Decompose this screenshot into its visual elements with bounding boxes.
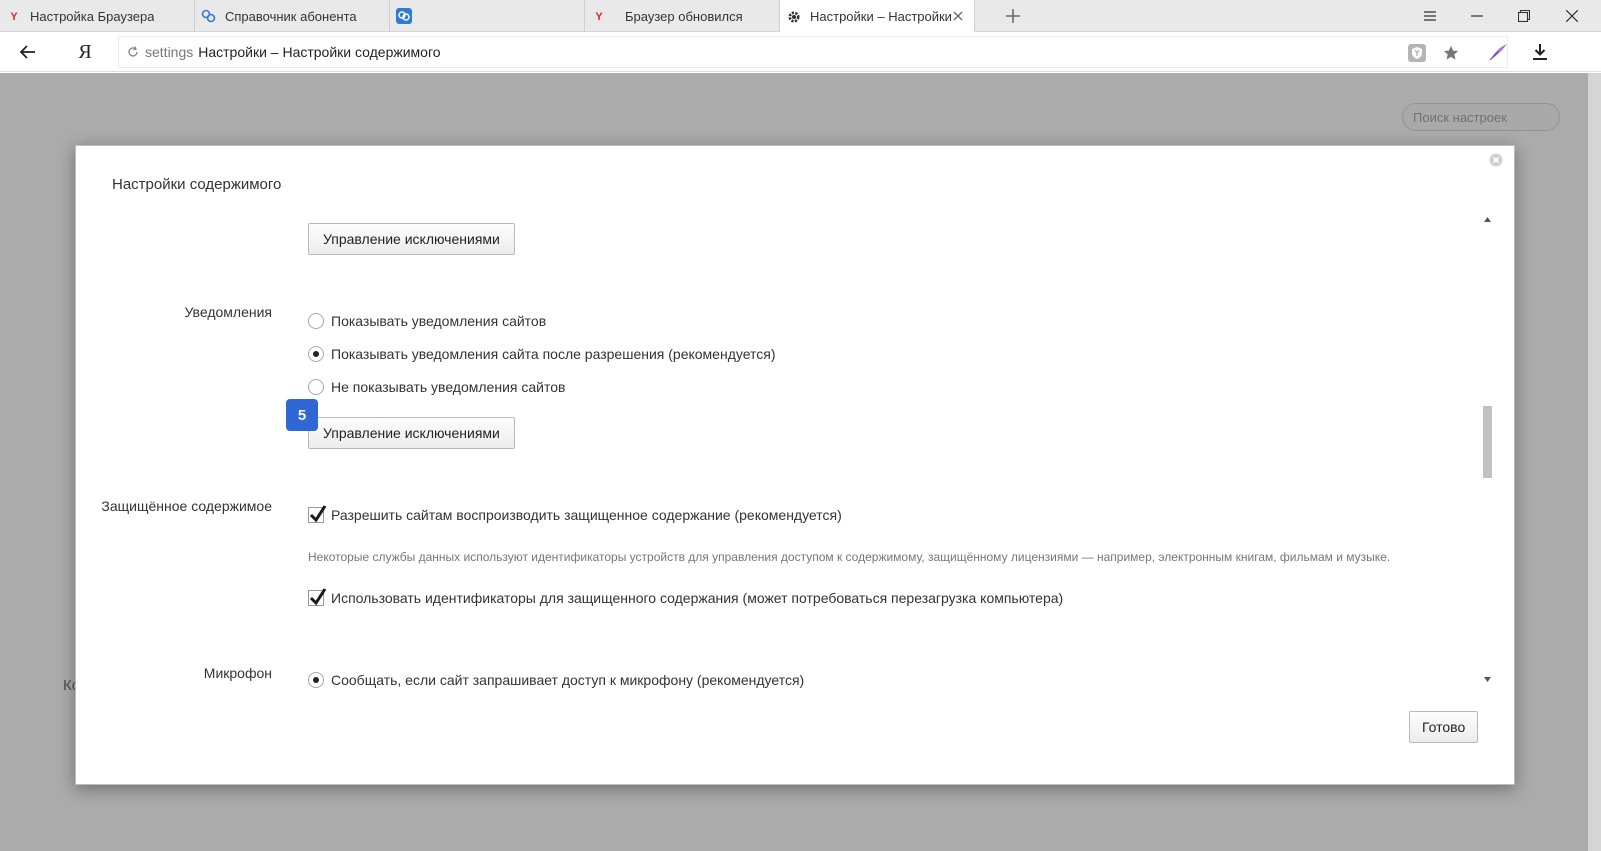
tab-app[interactable] bbox=[390, 0, 585, 32]
close-window-icon[interactable] bbox=[1560, 4, 1584, 28]
microphone-option-ask[interactable] bbox=[308, 670, 804, 690]
yandex-browser-icon bbox=[6, 8, 22, 24]
option-label: Не показывать уведомления сайтов bbox=[331, 379, 566, 395]
checkbox[interactable] bbox=[308, 590, 324, 606]
done-button[interactable]: Готово bbox=[1409, 711, 1478, 743]
checkbox[interactable] bbox=[308, 507, 324, 523]
scroll-up-arrow-icon[interactable] bbox=[1483, 214, 1492, 224]
yandex-home-button[interactable]: Я bbox=[78, 40, 92, 63]
dialog-title: Настройки содержимого bbox=[112, 176, 282, 193]
protected-content-allow-option[interactable] bbox=[308, 505, 842, 525]
step-badge: 5 bbox=[286, 399, 318, 431]
restore-icon[interactable] bbox=[1512, 4, 1536, 28]
yandex-browser-icon bbox=[591, 8, 607, 24]
notifications-option-show[interactable] bbox=[308, 311, 546, 331]
address-prefix: settings bbox=[145, 44, 194, 60]
manage-exceptions-button[interactable]: Управление исключениями bbox=[308, 223, 515, 255]
option-label: Сообщать, если сайт запрашивает доступ к микрофону (рекомендуется) bbox=[331, 672, 805, 688]
svg-text:Y: Y bbox=[10, 11, 18, 23]
checkmark-icon bbox=[309, 587, 327, 607]
option-label: Показывать уведомления сайтов bbox=[331, 313, 547, 329]
app-icon bbox=[396, 8, 412, 24]
dialog-scrollbar[interactable] bbox=[1481, 214, 1493, 686]
protected-content-identifiers-option[interactable] bbox=[308, 588, 1063, 608]
tab-label: Настройка Браузера bbox=[30, 8, 155, 24]
notifications-label: Уведомления bbox=[184, 304, 272, 320]
download-icon[interactable] bbox=[1526, 38, 1554, 66]
notifications-option-after-permission[interactable] bbox=[308, 344, 776, 364]
scroll-down-arrow-icon[interactable] bbox=[1483, 674, 1492, 684]
address-bar[interactable] bbox=[118, 36, 1508, 68]
tab-subscriber-guide[interactable] bbox=[195, 0, 390, 32]
tab-label: Настройки – Настройки bbox=[810, 9, 952, 24]
star-icon[interactable] bbox=[1441, 43, 1461, 63]
page-scrollbar[interactable] bbox=[1588, 73, 1601, 851]
navigation-bar bbox=[0, 32, 1601, 72]
option-label: Использовать идентификаторы для защищенного содержания (может потребоваться перезагрузка компьютера) bbox=[331, 590, 1064, 606]
notifications-manage-exceptions-button[interactable]: Управление исключениями bbox=[308, 417, 515, 449]
reload-icon[interactable] bbox=[125, 44, 141, 60]
address-title: Настройки – Настройки содержимого bbox=[198, 44, 441, 60]
tab-strip bbox=[0, 0, 1601, 32]
tab-label: Справочник абонента bbox=[225, 8, 357, 24]
scroll-thumb[interactable] bbox=[1483, 406, 1492, 478]
radio-button[interactable] bbox=[308, 313, 324, 329]
microphone-label: Микрофон bbox=[203, 665, 272, 681]
option-label: Разрешить сайтам воспроизводить защищенное содержание (рекомендуется) bbox=[331, 507, 842, 523]
menu-icon[interactable] bbox=[1418, 4, 1442, 28]
close-dialog-icon[interactable] bbox=[1488, 152, 1504, 168]
notifications-option-hide[interactable] bbox=[308, 377, 565, 397]
tab-settings[interactable] bbox=[780, 0, 975, 33]
content-settings-dialog bbox=[75, 145, 1515, 785]
minimize-icon[interactable] bbox=[1465, 4, 1489, 28]
protect-shield-icon[interactable] bbox=[1407, 43, 1427, 63]
svg-text:Y: Y bbox=[595, 11, 603, 23]
link-icon bbox=[201, 8, 217, 24]
new-tab-button[interactable] bbox=[1003, 6, 1023, 26]
close-tab-icon[interactable] bbox=[950, 8, 966, 24]
radio-button[interactable] bbox=[308, 379, 324, 395]
back-arrow-icon[interactable] bbox=[14, 38, 42, 66]
gear-icon bbox=[786, 9, 802, 25]
dialog-scroll-content bbox=[76, 214, 1501, 698]
tab-browser-setup[interactable] bbox=[0, 0, 195, 32]
tab-label: Браузер обновился bbox=[625, 8, 743, 24]
protected-content-label: Защищённое содержимое bbox=[101, 498, 272, 514]
radio-button[interactable] bbox=[308, 346, 324, 362]
tab-browser-updated[interactable] bbox=[585, 0, 780, 32]
option-label: Показывать уведомления сайта после разрешения (рекомендуется) bbox=[331, 346, 776, 362]
alice-feather-icon[interactable] bbox=[1484, 38, 1512, 66]
protected-content-hint: Некоторые службы данных используют идентификаторы устройств для управления доступом к содержимому, защищённому лицензиями — например, электронным книгам, фильмам и музыке. bbox=[308, 550, 1391, 564]
radio-button[interactable] bbox=[308, 672, 324, 688]
checkmark-icon bbox=[309, 504, 327, 524]
